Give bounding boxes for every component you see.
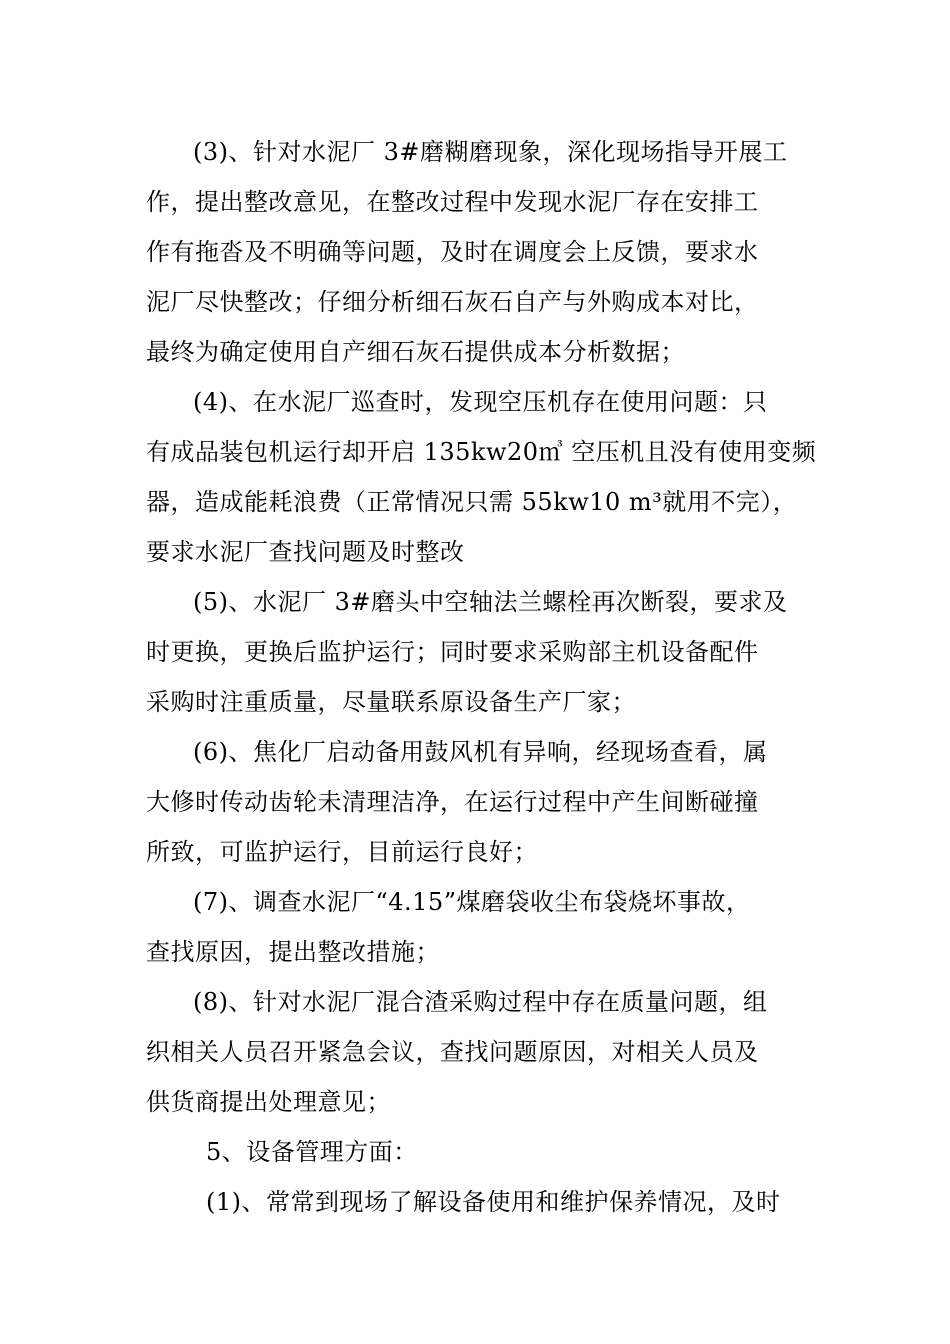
- text-line: 时更换，更换后监护运行；同时要求采购部主机设备配件: [146, 638, 759, 666]
- text-line: 器，造成能耗浪费（正常情况只需 55kw10 m³就用不完），: [146, 488, 798, 516]
- text-line: 泥厂尽快整改；仔细分析细石灰石自产与外购成本对比，: [146, 288, 759, 316]
- text-line: 大修时传动齿轮未清理洁净，在运行过程中产生间断碰撞: [146, 788, 759, 816]
- text-line: (6)、焦化厂启动备用鼓风机有异响，经现场查看，属: [193, 738, 768, 766]
- text-line: 供货商提出处理意见；: [146, 1088, 391, 1116]
- text-line: 所致，可监护运行，目前运行良好；: [146, 838, 538, 866]
- text-line: 有成品装包机运行却开启 135kw20㎥ 空压机且没有使用变频: [146, 438, 817, 466]
- text-line: 查找原因，提出整改措施；: [146, 938, 440, 966]
- text-line: 作有拖沓及不明确等问题，及时在调度会上反馈，要求水: [146, 238, 759, 266]
- text-line: (3)、针对水泥厂 3#磨糊磨现象，深化现场指导开展工: [193, 138, 788, 166]
- text-line: 要求水泥厂查找问题及时整改: [146, 538, 465, 566]
- text-line: 作，提出整改意见，在整改过程中发现水泥厂存在安排工: [146, 188, 759, 216]
- text-line: 最终为确定使用自产细石灰石提供成本分析数据；: [146, 338, 685, 366]
- text-line: (5)、水泥厂 3#磨头中空轴法兰螺栓再次断裂，要求及: [193, 588, 788, 616]
- section-heading: 5、设备管理方面：: [206, 1138, 418, 1166]
- text-line: (1)、常常到现场了解设备使用和维护保养情况，及时: [206, 1188, 781, 1216]
- text-line: (7)、调查水泥厂“4.15”煤磨袋收尘布袋烧坏事故，: [193, 888, 751, 916]
- text-line: (8)、针对水泥厂混合渣采购过程中存在质量问题，组: [193, 988, 768, 1016]
- text-line: 织相关人员召开紧急会议，查找问题原因，对相关人员及: [146, 1038, 759, 1066]
- text-line: 采购时注重质量，尽量联系原设备生产厂家；: [146, 688, 636, 716]
- text-line: (4)、在水泥厂巡查时，发现空压机存在使用问题：只: [193, 388, 768, 416]
